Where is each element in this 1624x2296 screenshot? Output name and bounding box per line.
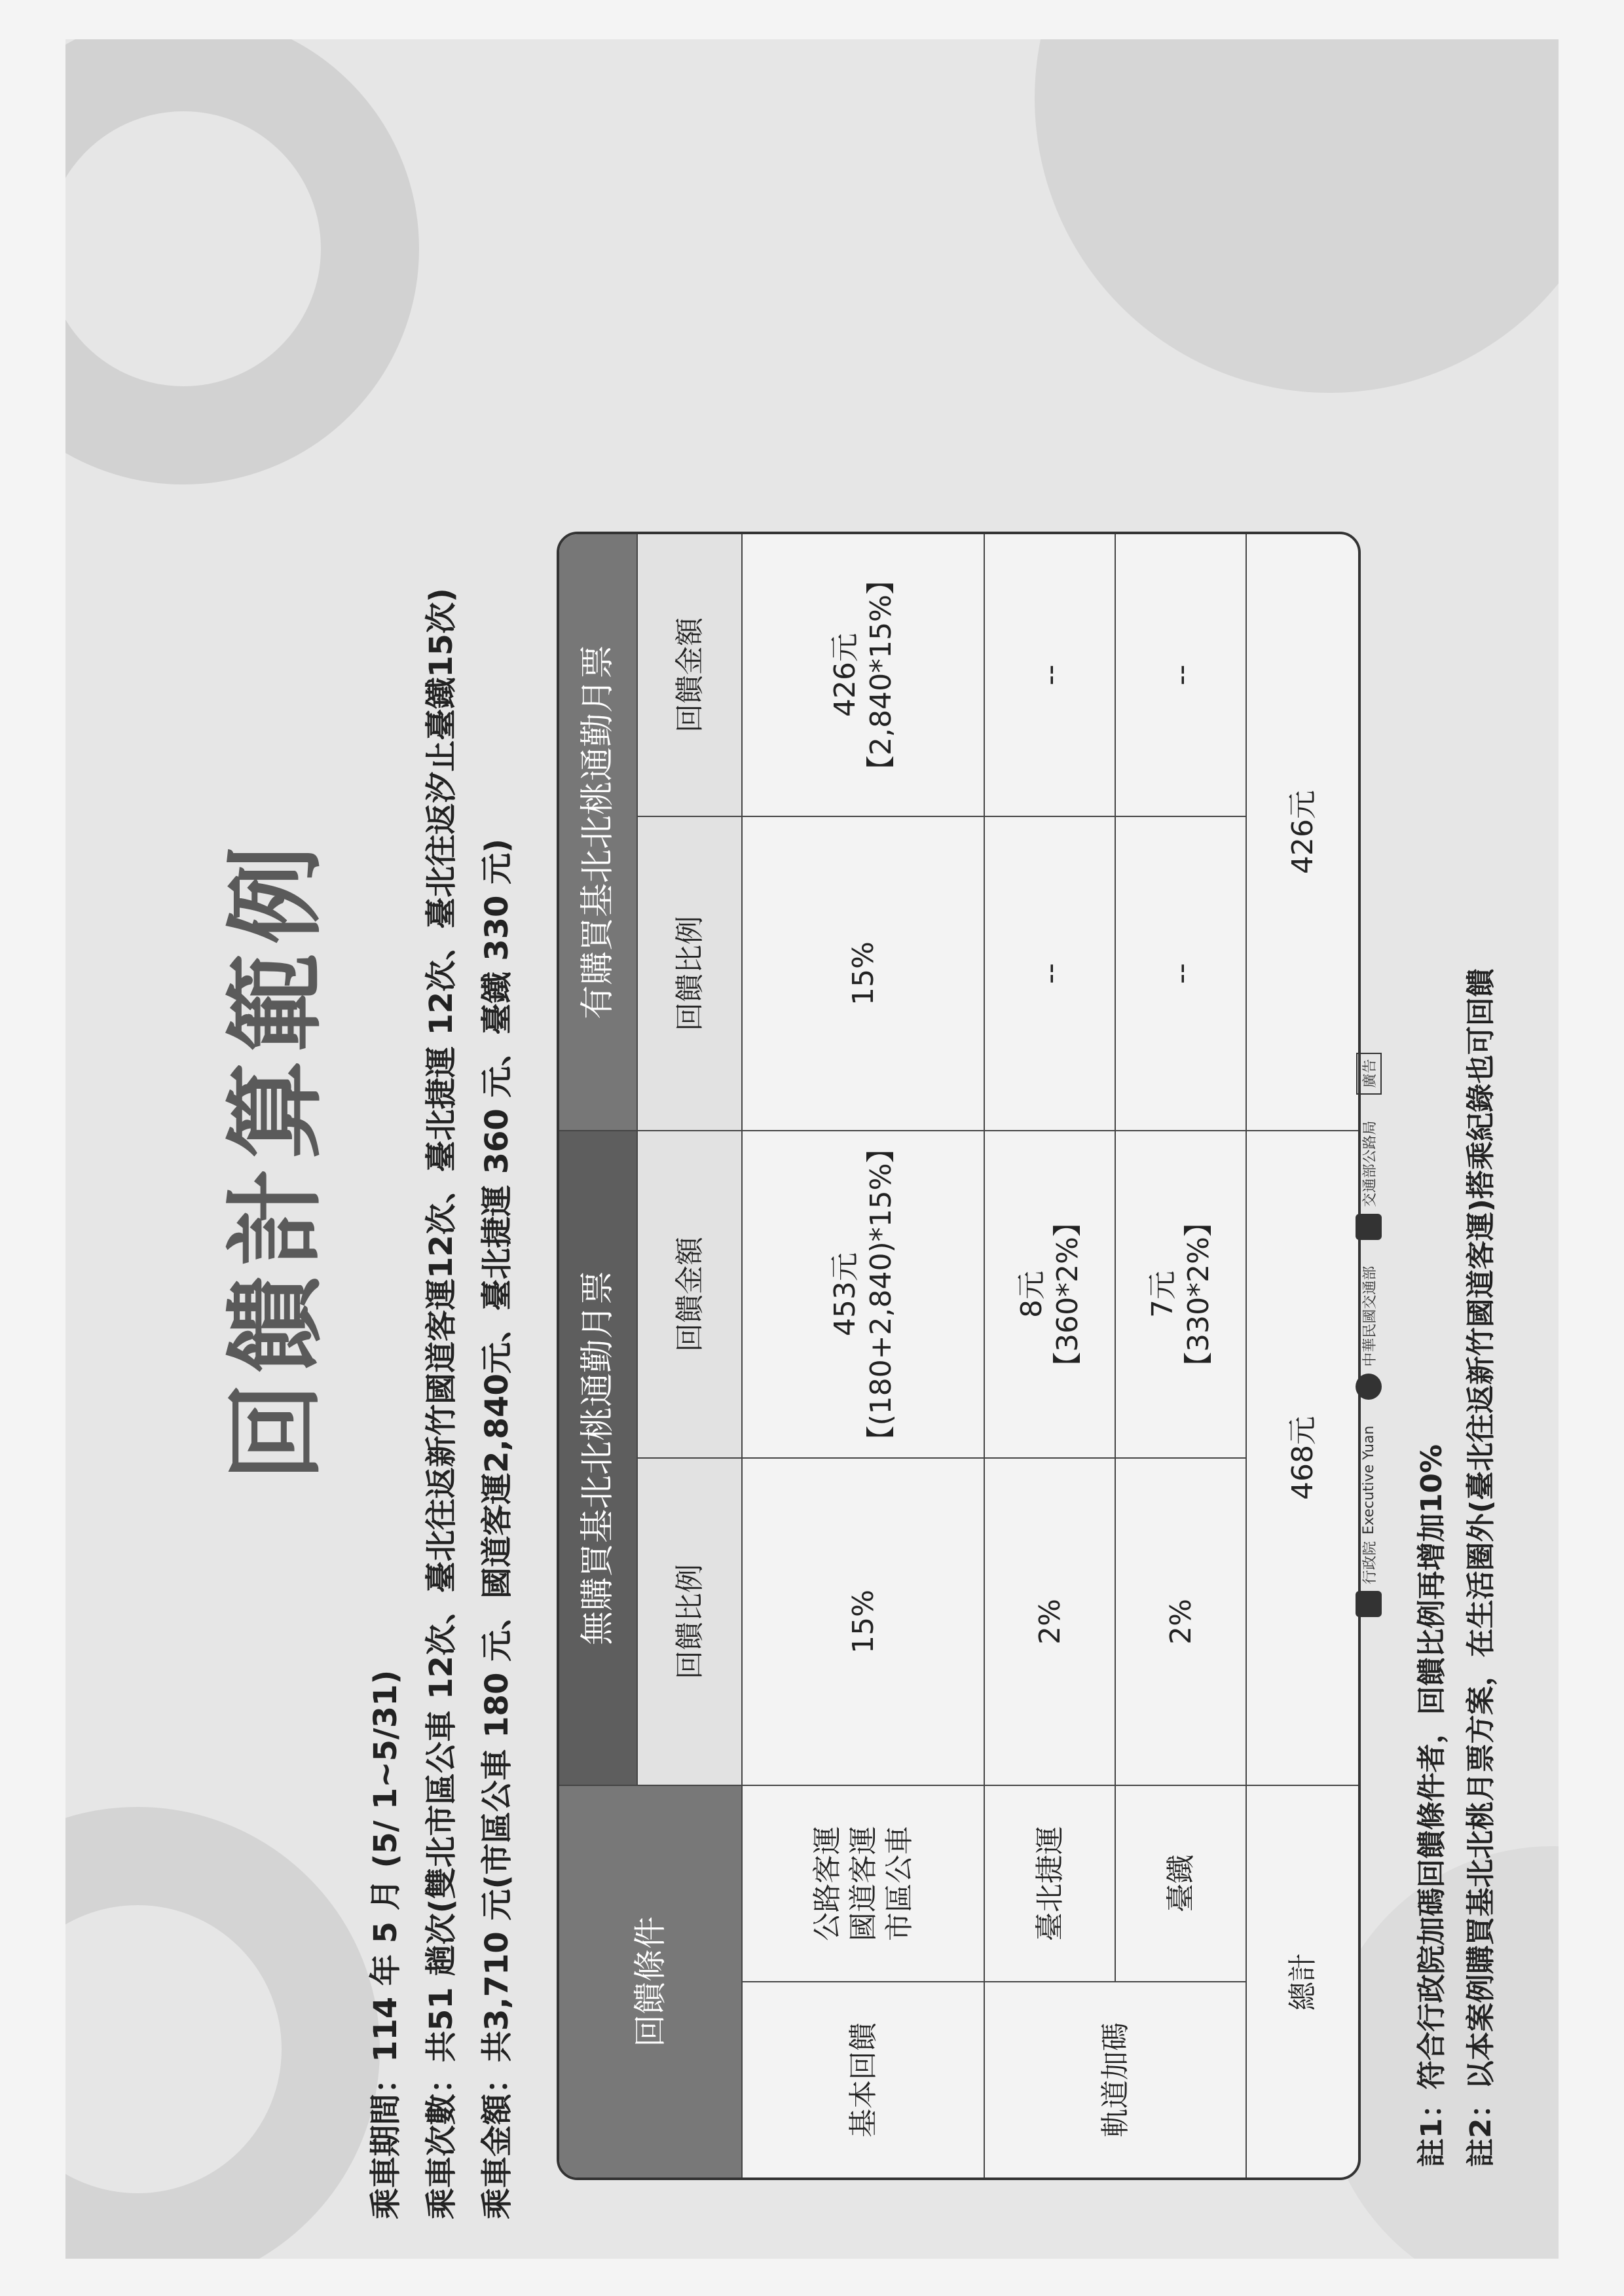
row-rail-label: 軌道加碼 — [985, 1981, 1247, 2178]
header-with-pass: 有購買基北北桃通勤月票 — [559, 534, 638, 1130]
mrt-yes-amount: -- — [985, 534, 1116, 816]
header-condition: 回饋條件 — [559, 1785, 743, 2178]
executive-yuan-logo — [1356, 1426, 1382, 1617]
rebate-table — [557, 532, 1361, 2180]
motc-logo — [1356, 1266, 1382, 1400]
basic-yes-ratio: 15% — [743, 816, 985, 1130]
basic-no-amount: 453元 【(180+2,840)*15%】 — [743, 1130, 985, 1457]
sub-amount-yes: 回饋金額 — [638, 534, 743, 816]
mrt-no-amount: 8元 【360*2%】 — [985, 1130, 1116, 1457]
riding-amount: 乘車金額：共3,710 元(市區公車 180 元、國道客運2,840元、臺北捷運 360 元、臺鐵 330 元) — [479, 838, 515, 2219]
motc-name: 中華民國交通部 — [1361, 1266, 1378, 1367]
highway-bureau-logo — [1356, 1121, 1382, 1240]
mrt-yes-ratio: -- — [985, 816, 1116, 1130]
ad-tag: 廣告 — [1356, 1053, 1382, 1095]
page-title: 回饋計算範例 — [219, 837, 333, 1482]
note-1: 註1：符合行政院加碼回饋條件者，回饋比例再增加10% — [1415, 1444, 1449, 2167]
row-total-label: 總計 — [1247, 1785, 1358, 2178]
row-mrt-label: 臺北捷運 — [985, 1785, 1116, 1981]
row-tra-label: 臺鐵 — [1116, 1785, 1247, 1981]
rotated-content — [65, 98, 1559, 2259]
executive-yuan-icon — [1356, 1591, 1382, 1617]
total-with-pass: 426元 — [1285, 790, 1320, 874]
executive-yuan-name: 行政院 — [1361, 1540, 1378, 1584]
basic-yes-amount: 426元 【2,840*15%】 — [743, 534, 985, 816]
total-no-pass: 468元 — [1247, 1130, 1358, 1785]
sub-ratio-no: 回饋比例 — [638, 1457, 743, 1785]
riding-trips: 乘車次數：共51 趟次(雙北市區公車 12次、臺北往返新竹國道客運12次、臺北捷運 12次、臺北往返汐止臺鐵15次) — [423, 588, 460, 2219]
mrt-no-ratio: 2% — [985, 1457, 1116, 1785]
logo-bar — [1356, 1053, 1382, 1617]
sub-ratio-yes: 回饋比例 — [638, 816, 743, 1130]
tra-yes-amount: -- — [1116, 534, 1247, 816]
motc-icon — [1356, 1374, 1382, 1400]
row-bus-label: 公路客運 國道客運 市區公車 — [743, 1785, 985, 1981]
sub-amount-no: 回饋金額 — [638, 1130, 743, 1457]
highway-bureau-icon — [1356, 1214, 1382, 1240]
highway-bureau-name: 交通部公路局 — [1361, 1120, 1378, 1207]
header-no-pass: 無購買基北北桃通勤月票 — [559, 1130, 638, 1785]
tra-yes-ratio: -- — [1116, 816, 1247, 1130]
document-sheet — [65, 39, 1559, 2259]
tra-no-amount: 7元 【330*2%】 — [1116, 1130, 1247, 1457]
row-basic-label: 基本回饋 — [743, 1981, 985, 2178]
note-2: 註2：以本案例購買基北北桃月票方案，在生活圈外(臺北往返新竹國道客運)搭乘紀錄也可回饋 — [1464, 968, 1498, 2167]
executive-yuan-name-en: Executive Yuan — [1360, 1425, 1377, 1535]
tra-no-ratio: 2% — [1116, 1457, 1247, 1785]
riding-period: 乘車期間：114 年 5 月 (5/ 1~5/31) — [367, 1669, 404, 2219]
basic-no-ratio: 15% — [743, 1457, 985, 1785]
